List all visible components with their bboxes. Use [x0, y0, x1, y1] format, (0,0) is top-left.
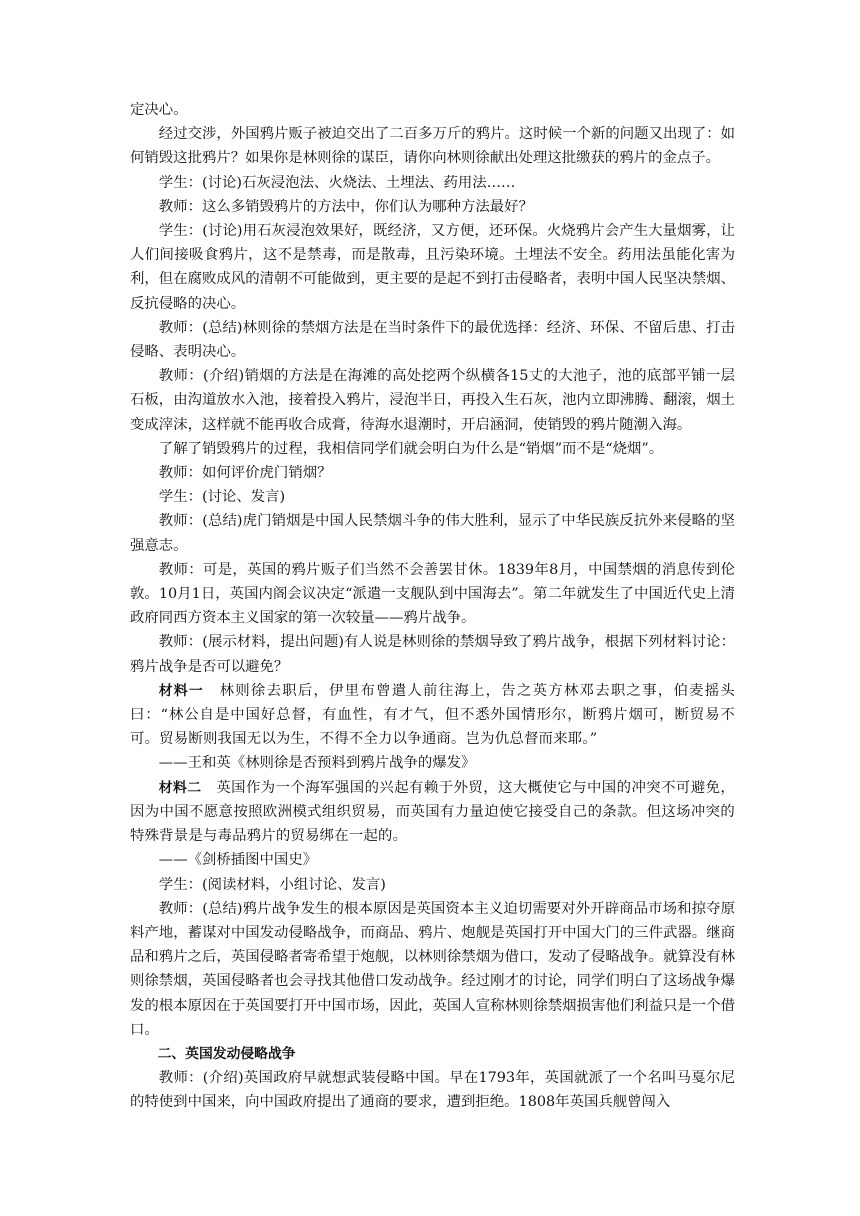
- material-one-label: 材料一: [158, 682, 204, 699]
- material-one-text: 林则徐去职后，伊里布曾遣人前往海上，告之英方林邓去职之事，伯麦摇头曰：“林公自是中国好总督，有血性，有才气，但不悉外国情形尔，断鸦片烟可，断贸易不可。贸易断则我国无以为生，不得不全力以争通商。岂为仇总督而来耶。”: [130, 682, 735, 748]
- paragraph: 经过交涉，外国鸦片贩子被迫交出了二百多万斤的鸦片。这时候一个新的问题又出现了：如何销毁这批鸦片？如果你是林则徐的谋臣，请你向林则徐献出处理这批缴获的鸦片的金点子。: [130, 126, 735, 167]
- paragraph: 教师：(总结)林则徐的禁烟方法是在当时条件下的最优选择：经济、环保、不留后患、打击侵略、表明决心。: [130, 319, 735, 361]
- material-one-source: ——王和英《林则徐是否预料到鸦片战争的爆发》: [158, 755, 476, 772]
- paragraph: 教师：(介绍)英国政府早就想武装侵略中国。早在1793年，英国就派了一个名叫马戛尔尼的特使到中国来，向中国政府提出了通商的要求，遭到拒绝。1808年英国兵舰曾闯入: [130, 1070, 735, 1111]
- material-two: [130, 776, 735, 849]
- paragraph: 学生：(讨论)石灰浸泡法、火烧法、土埋法、药用法……: [158, 174, 516, 191]
- material-two-source: ——《剑桥插图中国史》: [158, 852, 318, 869]
- paragraph: 教师：(总结)虎门销烟是中国人民禁烟斗争的伟大胜利，显示了中华民族反抗外来侵略的坚强意志。: [130, 513, 735, 554]
- paragraph: 学生：(讨论)用石灰浸泡效果好，既经济，又方便，还环保。火烧鸦片会产生大量烟雾，让人们间接吸食鸦片，这不是禁毒，而是散毒，且污染环境。土埋法不安全。药用法虽能化害为利，但在腐败成风的清朝不可能做到，更主要的是起不到打击侵略者，表明中国人民坚决禁烟、反抗侵略的决心。: [130, 223, 735, 312]
- paragraph: 了解了销毁鸦片的过程，我相信同学们就会明白为什么是“销烟”而不是“烧烟”。: [158, 440, 664, 457]
- paragraph: 教师：如何评价虎门销烟？: [158, 465, 332, 482]
- paragraph: 定决心。: [130, 102, 188, 118]
- paragraph: 教师：(总结)鸦片战争发生的根本原因是英国资本主义迫切需要对外开辟商品市场和掠夺原料产地，蓄谋对中国发动侵略战争，而商品、鸦片、炮舰是英国打开中国大门的三件武器。继商品和鸦片之后，英国侵略者寄希望于炮舰，以林则徐禁烟为借口，发动了侵略战争。就算没有林则徐禁烟，英国侵略者也会寻找其他借口发动战争。经过刚才的讨论，同学们明白了这场战争爆发的根本原因在于英国要打开中国市场，因此，英国人宣称林则徐禁烟损害他们利益只是一个借口。: [130, 900, 735, 1038]
- paragraph: 学生：(阅读材料，小组讨论、发言): [158, 876, 386, 893]
- section-heading: 二、英国发动侵略战争: [157, 1045, 296, 1062]
- paragraph: 教师：(介绍)销烟的方法是在海滩的高处挖两个纵横各15丈的大池子，池的底部平铺一层石板，由沟道放水入池，接着投入鸦片，浸泡半日，再投入生石灰，池内立即沸腾、翻滚，烟土变成滓沫，这样就不能再收合成膏，待海水退潮时，开启涵洞，使销毁的鸦片随潮入海。: [130, 368, 735, 433]
- material-one: [130, 679, 735, 752]
- paragraph: 教师：可是，英国的鸦片贩子们当然不会善罢甘休。1839年8月，中国禁烟的消息传到伦敦。10月1日，英国内阁会议决定“派遣一支舰队到中国海去”。第二年就发生了中国近代史上清政府同西方资本主义国家的第一次较量——鸦片战争。: [130, 561, 735, 627]
- material-two-label: 材料二: [158, 779, 202, 796]
- paragraph: 教师：这么多销毁鸦片的方法中，你们认为哪种方法最好？: [158, 198, 533, 215]
- paragraph: 教师：(展示材料，提出问题)有人说是林则徐的禁烟导致了鸦片战争，根据下列材料讨论：鸦片战争是否可以避免？: [130, 634, 735, 675]
- paragraph: 学生：(讨论、发言): [158, 489, 286, 506]
- material-two-text: 英国作为一个海军强国的兴起有赖于外贸，这大概使它与中国的冲突不可避免，因为中国不愿意按照欧洲模式组织贸易，而英国有力量迫使它接受自己的条款。但这场冲突的特殊背景是与毒品鸦片的贸易绑在一起的。: [130, 779, 735, 845]
